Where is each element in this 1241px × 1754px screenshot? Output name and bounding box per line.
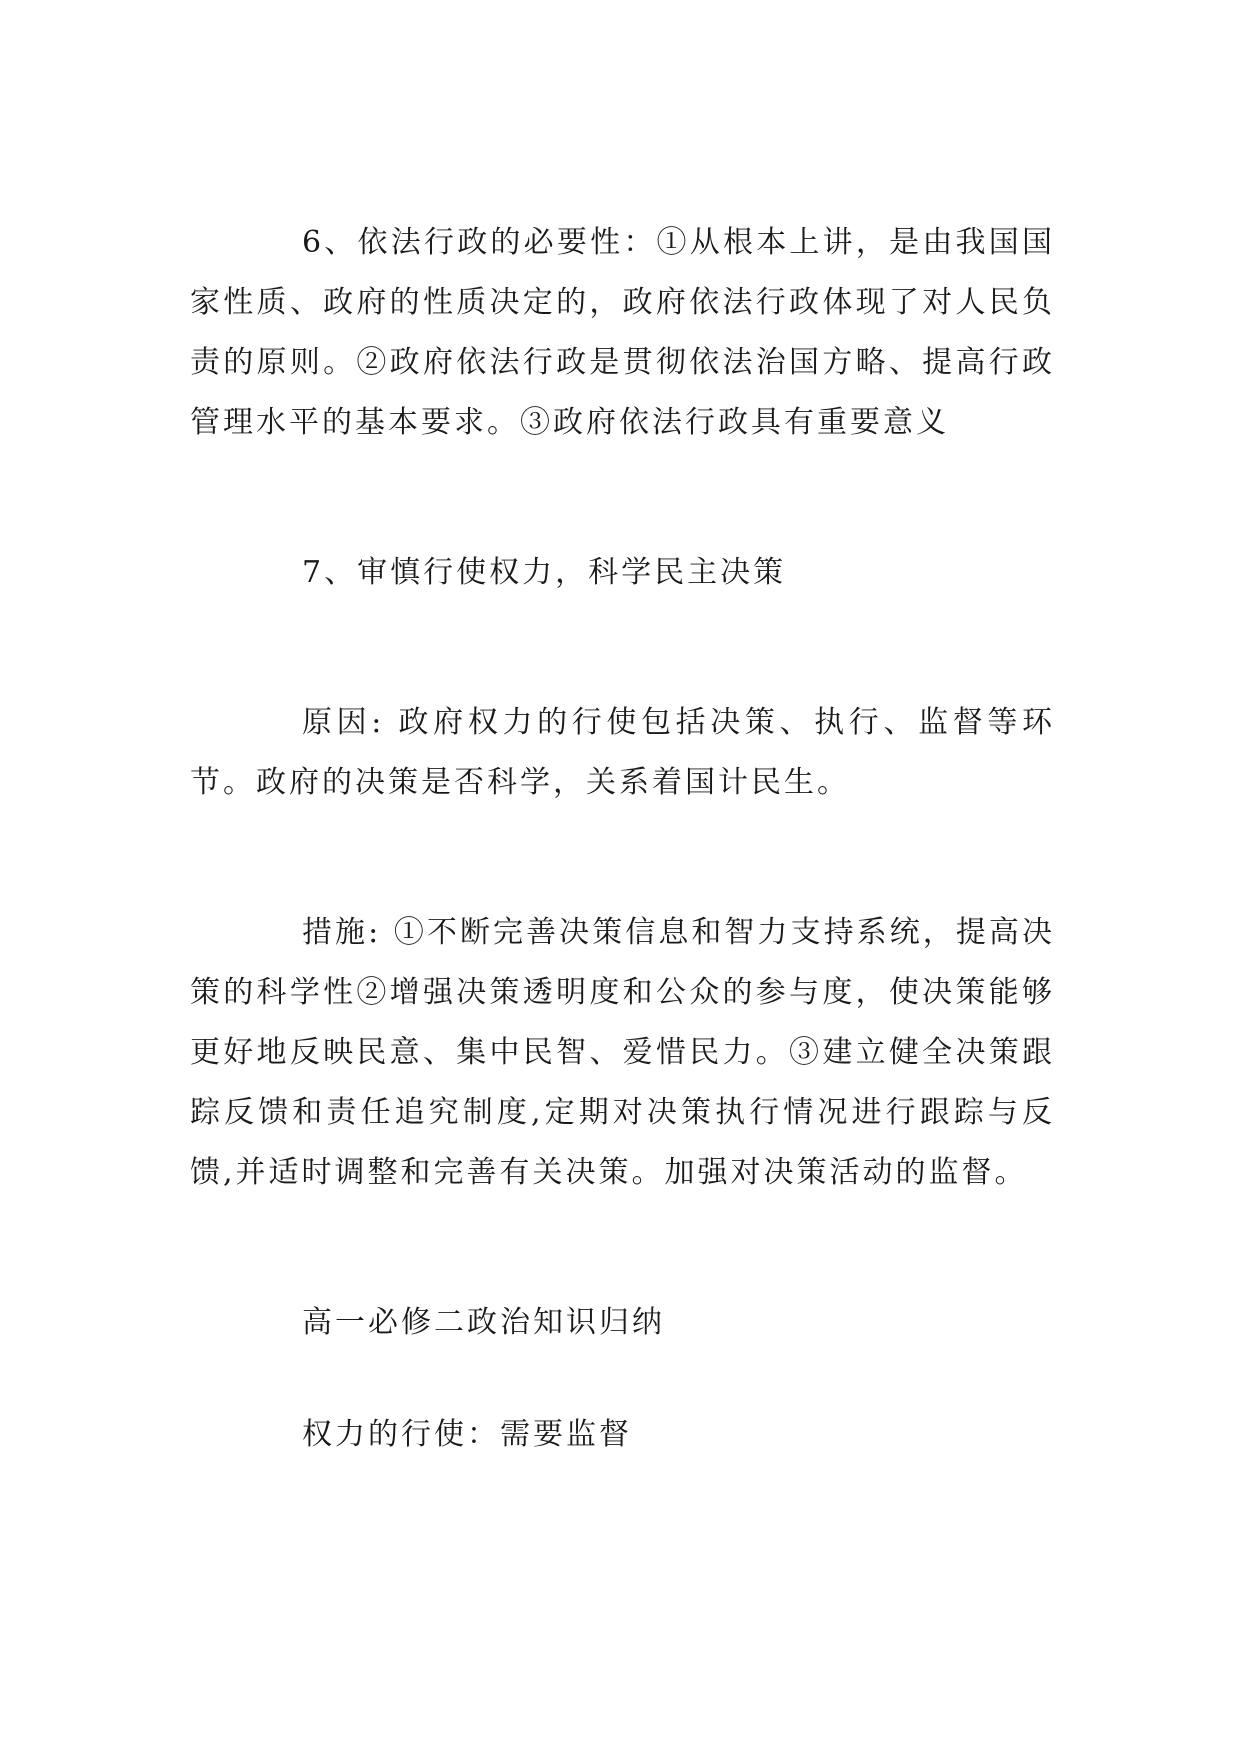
document-body — [190, 213, 1055, 1465]
paragraph-necessity-of-lawful-administration: 6、依法行政的必要性：①从根本上讲，是由我国国家性质、政府的性质决定的，政府依法行政体现了对人民负责的原则。②政府依法行政是贯彻依法治国方略、提高行政管理水平的基本要求。③政府依法行政具有重要意义 — [190, 225, 1055, 440]
paragraph-spacer — [190, 1203, 1055, 1293]
paragraph-reasons: 原因: 政府权力的行使包括决策、执行、监督等环节。政府的决策是否科学，关系着国计民生。 — [190, 705, 1055, 800]
paragraph-heading-prudent-power: 7、审慎行使权力，科学民主决策 — [302, 555, 787, 590]
paragraph-measures: 措施: ①不断完善决策信息和智力支持系统，提高决策的科学性②增强决策透明度和公众的参与度，使决策能够更好地反映民意、集中民智、爱惜民力。③建立健全决策跟踪反馈和责任追究制度,定期对决策执行情况进行跟踪与反馈,并适时调整和完善有关决策。加强对决策活动的监督。 — [190, 915, 1055, 1190]
paragraph-exercise-of-power: 权力的行使：需要监督 — [302, 1417, 632, 1452]
paragraph-spacer — [190, 453, 1055, 543]
paragraph-section-title: 高一必修二政治知识归纳 — [302, 1305, 665, 1340]
paragraph-spacer — [190, 1353, 1055, 1405]
paragraph-spacer — [190, 813, 1055, 903]
paragraph-spacer — [190, 603, 1055, 693]
